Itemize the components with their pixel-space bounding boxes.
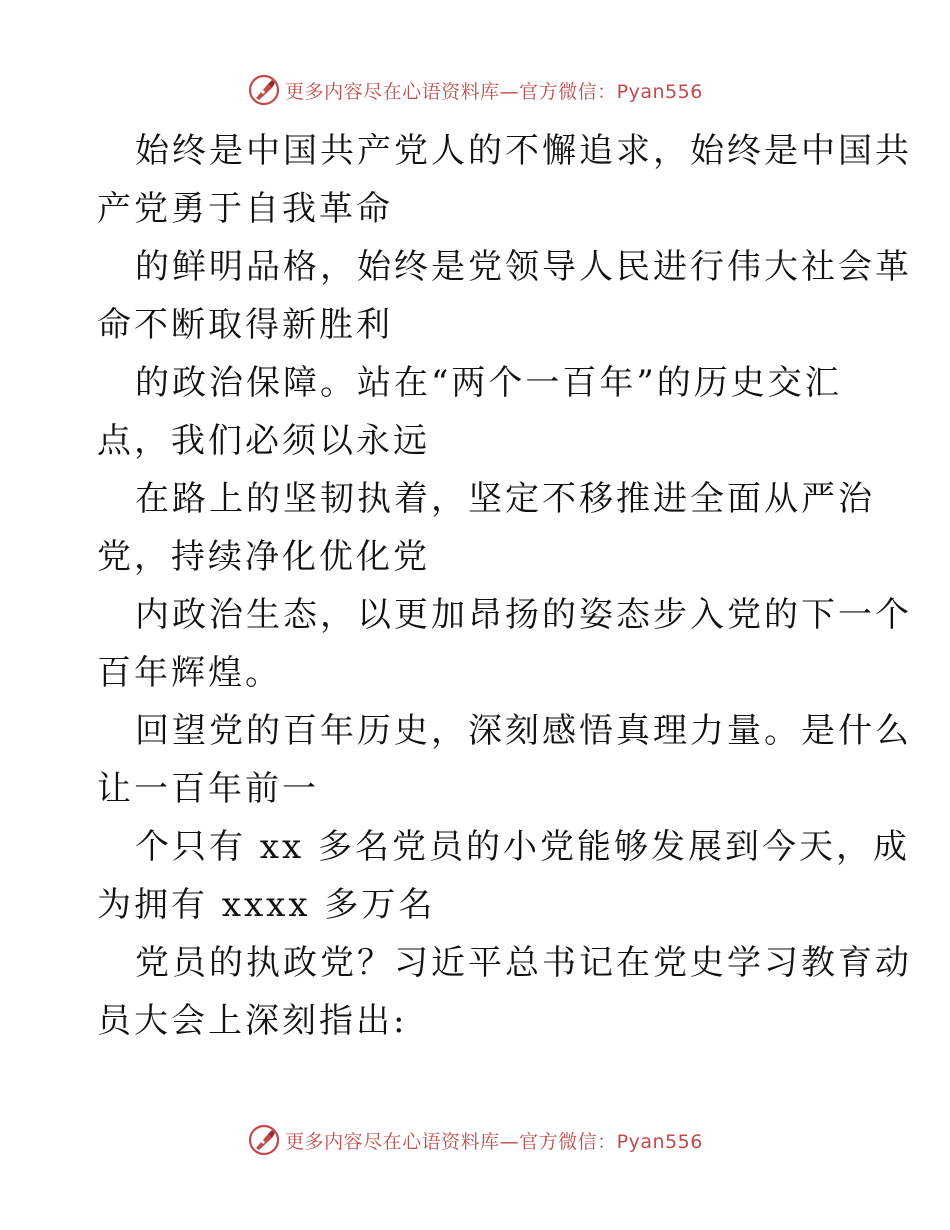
document-body bbox=[0, 122, 950, 1050]
paragraph-line: 为拥有 xxxx 多万名 bbox=[97, 885, 436, 925]
watermark-text: 更多内容尽在心语资料库—官方微信：Pyan556 bbox=[285, 80, 703, 103]
paragraph-line: 的鲜明品格，始终是党领导人民进行伟大社会革 bbox=[135, 247, 912, 287]
watermark-text: 更多内容尽在心语资料库—官方微信：Pyan556 bbox=[285, 1130, 703, 1153]
paragraph-line: 点，我们必须以永远 bbox=[97, 421, 430, 461]
paragraph-line: 始终是中国共产党人的不懈追求，始终是中国共 bbox=[135, 131, 912, 171]
paragraph-5 bbox=[0, 586, 950, 702]
paragraph-line: 在路上的坚韧执着，坚定不移推进全面从严治 bbox=[135, 479, 875, 519]
paragraph-3 bbox=[0, 354, 950, 470]
paragraph-line: 命不断取得新胜利 bbox=[97, 305, 393, 345]
paragraph-1 bbox=[0, 122, 950, 238]
paragraph-line: 个只有 xx 多名党员的小党能够发展到今天，成 bbox=[135, 827, 910, 867]
header-watermark bbox=[0, 70, 950, 110]
paragraph-line: 让一百年前一 bbox=[97, 769, 319, 809]
paragraph-line: 内政治生态，以更加昂扬的姿态步入党的下一个 bbox=[135, 595, 912, 635]
paragraph-line: 党员的执政党？习近平总书记在党史学习教育动 bbox=[135, 943, 912, 983]
paragraph-8 bbox=[0, 934, 950, 1050]
paragraph-line: 回望党的百年历史，深刻感悟真理力量。是什么 bbox=[135, 711, 912, 751]
paragraph-line: 的政治保障。站在“两个一百年”的历史交汇 bbox=[135, 363, 842, 403]
paragraph-6 bbox=[0, 702, 950, 818]
pen-nib-logo-icon bbox=[247, 73, 281, 107]
paragraph-2 bbox=[0, 238, 950, 354]
paragraph-line: 员大会上深刻指出: bbox=[97, 1001, 408, 1041]
paragraph-line: 产党勇于自我革命 bbox=[97, 189, 393, 229]
paragraph-line: 百年辉煌。 bbox=[97, 653, 282, 693]
pen-nib-logo-icon bbox=[247, 1123, 281, 1157]
footer-watermark bbox=[0, 1120, 950, 1160]
paragraph-4 bbox=[0, 470, 950, 586]
paragraph-line: 党，持续净化优化党 bbox=[97, 537, 430, 577]
paragraph-7 bbox=[0, 818, 950, 934]
